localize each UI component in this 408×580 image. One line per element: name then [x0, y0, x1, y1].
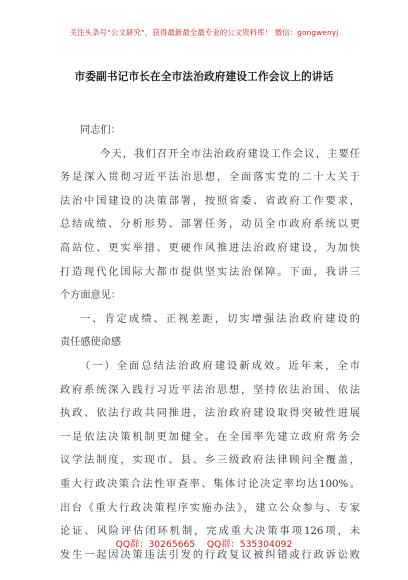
body-line: 总结成绩、分析形势、部署任务，动员全市政府系统以更: [60, 219, 360, 231]
body-line: 法治中国建设的决策部署，按照省委、省政府工作要求，: [60, 195, 360, 207]
document-body: [60, 119, 360, 567]
body-line: 执政、依法行政共同推进，法治政府建设取得突破性进展: [60, 408, 360, 420]
body-line: 务是深入贯彻习近平法治思想，全面落实党的二十大关于: [60, 172, 360, 184]
document-title: 市委副书记市长在全市法治政府建设工作会议上的讲话: [74, 71, 334, 83]
body-line: 一是依法决策机制更加健全。在全国率先建立政府常务会: [60, 431, 360, 443]
body-line: 出台《重大行政决策程序实施办法》，建立公众参与、专家: [60, 502, 360, 514]
body-line: 论证、风险评估闭环机制，完成重大决策事项126项，未: [60, 526, 360, 538]
body-line: 议学法制度，实现市、县、乡三级政府法律顾问全覆盖，: [60, 455, 360, 467]
body-line: 发生一起因决策违法引发的行政复议被纠错或行政诉讼败: [60, 549, 360, 561]
body-line: 高站位、更实举措、更硬作风推进法治政府建设，为加快: [60, 242, 360, 254]
section-heading: 责任感使命感: [60, 337, 122, 349]
salutation: 同志们：: [80, 125, 121, 136]
footer-contact: QQ群：30265665 QQ群：535304092: [115, 539, 293, 550]
body-line: 打造现代化国际大都市提供坚实法治保障。下面，我讲三: [60, 266, 360, 278]
body-line: 今天，我们召开全市法治政府建设工作会议，主要任: [100, 148, 360, 160]
subsection-line: （一）全面总结法治政府建设新成效。近年来，全市: [80, 360, 360, 372]
body-line: 个方面意见：: [60, 290, 122, 302]
header-banner: 关注头条号“公文研究”，获得最新最全最专业的公文资料库！ 微信：gongwenyj: [69, 28, 339, 37]
section-heading: 一、肯定成绩、正视差距，切实增强法治政府建设的: [80, 313, 360, 325]
body-line: 重大行政决策合法性审查率、集体讨论决定率均达100%。: [60, 478, 360, 490]
body-line: 政府系统深入践行习近平法治思想，坚持依法治国、依法: [60, 384, 360, 396]
